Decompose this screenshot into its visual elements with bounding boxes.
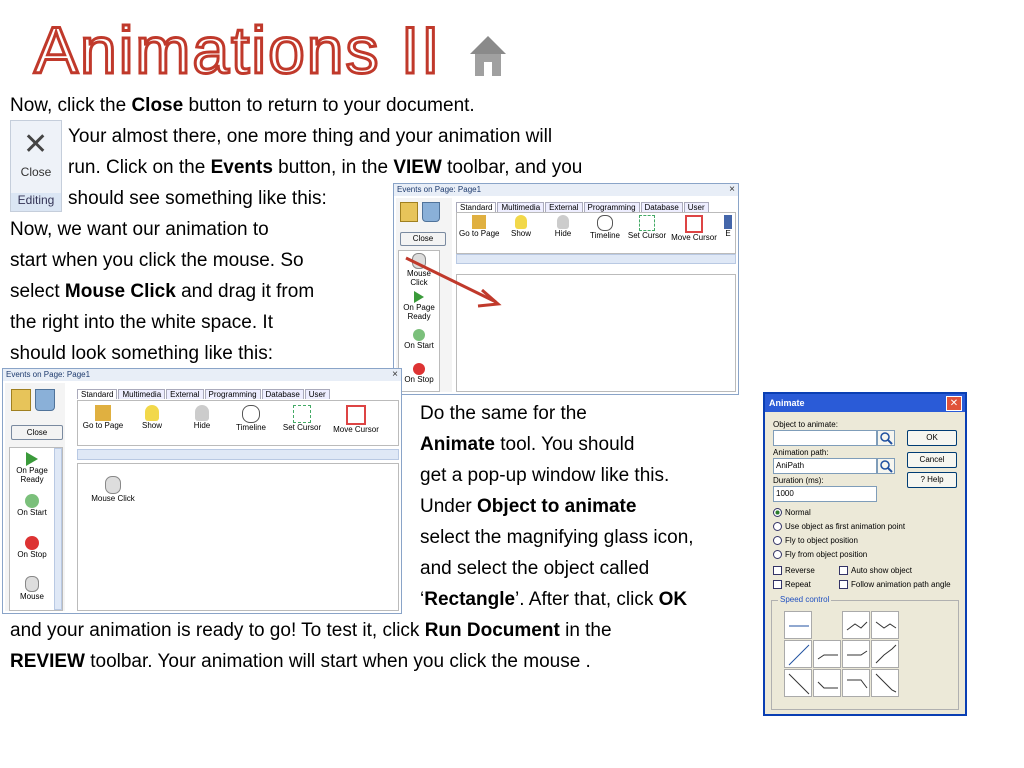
para-drag-line4: the right into the white space. It: [10, 312, 273, 333]
para-animate-line9: REVIEW toolbar. Your animation will start when you click the mouse .: [10, 651, 591, 672]
radio-normal[interactable]: Normal: [773, 508, 811, 517]
speed-option[interactable]: [842, 611, 870, 639]
object-label: Object to animate:: [773, 420, 838, 429]
para-drag-line5: should look something like this:: [10, 343, 273, 364]
tool-timeline[interactable]: Timeline: [230, 405, 272, 432]
speed-option[interactable]: [842, 669, 870, 697]
action-toolbar: [77, 400, 399, 446]
tab-multimedia[interactable]: Multimedia: [497, 202, 544, 212]
clipboard-icon[interactable]: [11, 389, 31, 411]
drag-arrow: [400, 250, 510, 320]
magnifying-glass-icon[interactable]: [877, 458, 895, 474]
event-on-stop[interactable]: On Stop: [399, 363, 439, 384]
tab-database[interactable]: Database: [641, 202, 683, 212]
stop-icon: [25, 536, 39, 550]
para-drag-line2: start when you click the mouse. So: [10, 250, 304, 271]
help-icon: ?: [920, 475, 928, 484]
tab-programming[interactable]: Programming: [205, 389, 261, 399]
event-on-page-ready[interactable]: On Page Ready: [10, 452, 54, 484]
tool-more[interactable]: E: [723, 215, 733, 238]
event-list[interactable]: [9, 447, 63, 611]
horizontal-scrollbar[interactable]: [77, 449, 399, 460]
trash-icon[interactable]: [35, 389, 55, 411]
tool-move-cursor[interactable]: Move Cursor: [328, 405, 384, 434]
tab-bar: [456, 202, 710, 212]
tool-set-cursor[interactable]: Set Cursor: [625, 215, 669, 240]
more-icon: [724, 215, 732, 229]
slide-title: Animations II: [34, 13, 442, 87]
radio-fly-from-object[interactable]: Fly from object position: [773, 550, 867, 559]
clipboard-icon[interactable]: [400, 202, 418, 222]
para-animate-line3: get a pop-up window like this.: [420, 465, 670, 486]
close-icon[interactable]: ✕: [946, 396, 962, 411]
tool-show[interactable]: Show: [132, 405, 172, 430]
animate-dialog-title: Animate: [765, 394, 965, 412]
close-icon: ✕: [23, 128, 49, 161]
cancel-button[interactable]: Cancel: [907, 452, 957, 468]
close-button-thumbnail: [10, 120, 62, 212]
checkbox-auto-show[interactable]: Auto show object: [839, 566, 912, 575]
mouse-icon: [25, 576, 39, 592]
event-mouse-click[interactable]: Mouse Click: [399, 253, 439, 287]
para-close: Now, click the Close button to return to your document.: [10, 95, 475, 116]
tab-user[interactable]: User: [305, 389, 330, 399]
duration-field[interactable]: 1000: [773, 486, 877, 502]
tab-external[interactable]: External: [545, 202, 582, 212]
close-button[interactable]: Close: [400, 232, 446, 246]
speed-control-label: Speed control: [780, 595, 830, 604]
events-window-2-titlebar: Events on Page: Page1: [3, 369, 401, 381]
cursor-icon: [639, 215, 655, 231]
lightbulb-off-icon: [195, 405, 209, 421]
tool-go-to-page[interactable]: Go to Page: [459, 215, 499, 238]
event-mouse[interactable]: Mouse: [10, 576, 54, 601]
speed-option[interactable]: [813, 640, 841, 668]
lightbulb-on-icon: [515, 215, 527, 229]
radio-fly-to-object[interactable]: Fly to object position: [773, 536, 858, 545]
tab-external[interactable]: External: [166, 389, 203, 399]
event-on-start[interactable]: On Start: [399, 329, 439, 350]
duration-label: Duration (ms):: [773, 476, 824, 485]
play-icon: [26, 452, 38, 466]
page-icon: [95, 405, 111, 421]
checkbox-repeat[interactable]: Repeat: [773, 580, 811, 589]
para-events-line2: run. Click on the Events button, in the VIEW toolbar, and you: [68, 157, 583, 178]
page-icon: [472, 215, 486, 229]
para-animate-line5: select the magnifying glass icon,: [420, 527, 694, 548]
tab-programming[interactable]: Programming: [584, 202, 640, 212]
tab-multimedia[interactable]: Multimedia: [118, 389, 165, 399]
start-icon: [413, 329, 425, 341]
events-window-1-titlebar: Events on Page: Page1: [394, 184, 738, 196]
event-on-stop[interactable]: On Stop: [10, 536, 54, 559]
tab-user[interactable]: User: [684, 202, 709, 212]
checkbox-follow-path-angle[interactable]: Follow animation path angle: [839, 580, 951, 589]
tool-show[interactable]: Show: [503, 215, 539, 238]
move-icon: [685, 215, 703, 233]
stop-icon: [413, 363, 425, 375]
dropped-mouse-click-event[interactable]: Mouse Click: [88, 476, 138, 503]
speed-option[interactable]: [871, 611, 899, 639]
close-button[interactable]: Close: [11, 425, 63, 440]
lightbulb-on-icon: [145, 405, 159, 421]
para-events-line1: Your almost there, one more thing and your animation will: [68, 126, 553, 147]
event-on-start[interactable]: On Start: [10, 494, 54, 517]
move-icon: [346, 405, 366, 425]
object-to-animate-field[interactable]: [773, 430, 877, 446]
tab-database[interactable]: Database: [262, 389, 304, 399]
para-animate-line4: Under Object to animate: [420, 496, 637, 517]
para-drag-line3: select Mouse Click and drag it from: [10, 281, 315, 302]
tool-hide[interactable]: Hide: [182, 405, 222, 430]
speed-control-grid: [784, 611, 899, 697]
close-icon[interactable]: ×: [729, 184, 735, 195]
para-animate-line8: and your animation is ready to go! To test it, click Run Document in the: [10, 620, 612, 641]
editing-group-label: Editing: [11, 193, 61, 211]
clock-icon: [242, 405, 260, 423]
action-toolbar: [456, 212, 736, 254]
para-events-line3: should see something like this:: [68, 188, 327, 209]
speed-option[interactable]: [871, 640, 899, 668]
event-drop-area[interactable]: [77, 463, 399, 611]
tab-standard[interactable]: Standard: [456, 202, 496, 212]
tab-standard[interactable]: Standard: [77, 389, 117, 399]
start-icon: [25, 494, 39, 508]
tool-move-cursor[interactable]: Move Cursor: [669, 215, 719, 242]
speed-option[interactable]: [842, 640, 870, 668]
close-icon[interactable]: ×: [392, 369, 398, 380]
tool-hide[interactable]: Hide: [545, 215, 581, 238]
speed-option[interactable]: [813, 669, 841, 697]
para-animate-line7: ‘Rectangle’. After that, click OK: [420, 589, 688, 610]
cursor-icon: [293, 405, 311, 423]
magnifying-glass-icon[interactable]: [877, 430, 895, 446]
speed-option[interactable]: [871, 669, 899, 697]
animation-path-field[interactable]: AniPath: [773, 458, 877, 474]
close-label: Close: [20, 165, 52, 179]
speed-option[interactable]: [784, 640, 812, 668]
ok-button[interactable]: OK: [907, 430, 957, 446]
clock-icon: [597, 215, 613, 231]
para-animate-line1: Do the same for the: [420, 403, 587, 424]
vertical-scrollbar[interactable]: [54, 448, 62, 610]
lightbulb-off-icon: [557, 215, 569, 229]
help-button[interactable]: ? Help: [907, 472, 957, 488]
path-label: Animation path:: [773, 448, 829, 457]
para-drag-line1: Now, we want our animation to: [10, 219, 269, 240]
mouse-icon: [105, 476, 121, 494]
tool-go-to-page[interactable]: Go to Page: [80, 405, 126, 430]
tab-bar: [77, 389, 331, 399]
checkbox-reverse[interactable]: Reverse: [773, 566, 815, 575]
speed-option[interactable]: [784, 669, 812, 697]
trash-icon[interactable]: [422, 202, 440, 222]
radio-use-object-first-point[interactable]: Use object as first animation point: [773, 522, 905, 531]
animate-dialog: [763, 392, 967, 716]
tool-timeline[interactable]: Timeline: [587, 215, 623, 240]
tool-set-cursor[interactable]: Set Cursor: [278, 405, 326, 432]
home-icon[interactable]: [468, 34, 508, 78]
para-animate-line6: and select the object called: [420, 558, 650, 579]
speed-control-group: [771, 595, 959, 710]
speed-option[interactable]: [784, 611, 812, 639]
para-animate-line2: Animate tool. You should: [420, 434, 635, 455]
event-on-page-ready[interactable]: On Page Ready: [399, 291, 439, 321]
events-window-2: [2, 368, 402, 614]
